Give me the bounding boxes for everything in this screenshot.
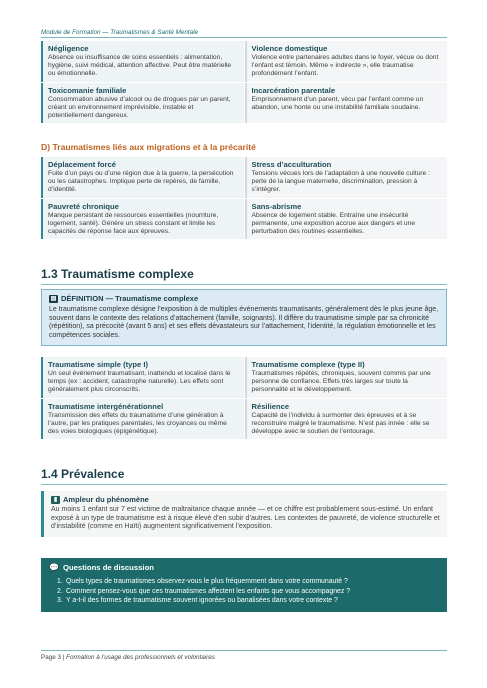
card-text: Manque persistant de ressources essentielles (nourriture, logement, santé). Génère un stress constant et limite les capacités de réponse face aux épreuves. <box>48 211 219 236</box>
card-resilience <box>245 399 448 440</box>
section-14-heading: 1.4 Prévalence <box>41 467 125 481</box>
question-number: 2. <box>57 587 63 595</box>
card-text: Un seul événement traumatisant, inattendu et localisé dans le temps (ex : accident, catastrophe naturelle). Les effets sont généralement plus circonscrits. <box>48 370 231 394</box>
question-item <box>49 577 439 587</box>
card-title: Violence domestique <box>251 44 328 53</box>
abuse-types-grid <box>41 41 447 123</box>
question-number: 1. <box>57 578 63 585</box>
card-violence-domestique <box>245 41 448 82</box>
question-text: Quels types de traumatismes observez-vous le plus fréquemment dans votre communauté ? <box>66 578 348 585</box>
card-pauvrete <box>41 199 244 240</box>
card-deplacement <box>41 157 244 198</box>
card-text: Violence entre partenaires adultes dans le foyer, vécue ou dont l’enfant est témoin. Même « indirecte », elle traumatise profondément l’enfant. <box>251 54 439 78</box>
footer-separator: | <box>62 654 65 661</box>
section-14-divider <box>41 484 447 485</box>
question-item <box>49 596 439 606</box>
card-text: Absence ou insuffisance de soins essentiels : alimentation, hygiène, suivi médical, attention affective. Peut être matérielle ou émotionnelle. <box>48 54 232 78</box>
section-13-heading: 1.3 Traumatisme complexe <box>41 267 194 281</box>
card-text: Capacité de l’individu à surmonter des épreuves et à se reconstruire malgré le traumatisme. N’est pas innée : elle se développe avec le soutien de l’entourage. <box>251 411 430 436</box>
chart-icon: ▮ <box>51 496 60 504</box>
card-title: Traumatisme intergénérationnel <box>48 401 164 411</box>
card-title: Traumatisme simple (type I) <box>48 360 149 369</box>
questions-title: Questions de discussion <box>62 563 154 572</box>
card-incarceration <box>245 83 448 124</box>
card-text: Tensions vécues lors de l’adaptation à une nouvelle culture : perte de la langue maternelle, discrimination, pression à s’intégrer. <box>251 170 430 194</box>
book-icon: ▤ <box>50 295 57 302</box>
definition-box <box>41 289 447 346</box>
card-title: Résilience <box>251 401 290 411</box>
card-acculturation <box>245 157 448 198</box>
card-toxicomanie <box>41 83 244 124</box>
questions-title-row <box>49 563 439 572</box>
card-text: Transmission des effets du traumatisme d’une génération à l’autre, par les pratiques parentales, les croyances ou même des voies biologiques (épigénétique). <box>48 411 227 436</box>
card-title: Stress d’acculturation <box>251 160 332 169</box>
card-text: Fuite d’un pays ou d’une région due à la guerre, la persécution ou les catastrophes. Implique perte de repères, de famille, d’identité. <box>48 170 234 194</box>
section-13-divider <box>41 284 447 285</box>
speech-bubble-icon: 💬 <box>49 563 59 572</box>
card-text: Consommation abusive d’alcool ou de drogues par un parent, créant un environnement imprévisible, instable et potentiellement dangereux. <box>48 95 231 120</box>
prevalence-box <box>41 491 447 537</box>
card-title: Traumatisme complexe (type II) <box>251 360 365 369</box>
discussion-questions-box <box>41 558 447 612</box>
footer-text: Formation à l’usage des professionnels et volontaires <box>66 654 215 661</box>
definition-text: Le traumatisme complexe désigne l’exposition à de multiples événements traumatisants, généralement dès le plus jeune âge, souvent dans le contexte des relations d’attachement (famille, soignants). Il diffère du traumatisme simple par sa chronicité (répétition), sa précocité (avant 5 ans) et ses effets dévastateurs sur l’attachement, l’identité, la régulation émotionnelle et les compétences sociales. <box>49 306 439 339</box>
page-footer <box>41 654 215 661</box>
card-title: Sans-abrisme <box>251 201 302 211</box>
card-trauma-simple <box>41 357 244 398</box>
prevalence-title: Ampleur du phénomène <box>63 495 149 504</box>
definition-title: DÉFINITION — Traumatisme complexe <box>61 294 199 303</box>
card-intergenerationnel <box>41 399 244 440</box>
card-text: Emprisonnement d’un parent, vécu par l’enfant comme un abandon, une honte ou une instabilité familiale soudaine. <box>251 95 424 111</box>
question-number: 3. <box>57 597 63 605</box>
footer-divider <box>41 650 447 651</box>
card-text: Traumatismes répétés, chroniques, souvent commis par une personne de confiance. Effets très larges sur toute la personnalité et le développement. <box>251 370 431 394</box>
card-sans-abrisme <box>245 199 448 240</box>
section-d-title: D) Traumatismes liés aux migrations et à la précarité <box>41 142 256 152</box>
card-title: Pauvreté chronique <box>48 201 119 211</box>
card-text: Absence de logement stable. Entraîne une insécurité permanente, une exposition accrue aux dangers et une perturbation des routines essentielles. <box>251 211 416 236</box>
card-title: Négligence <box>48 44 89 53</box>
card-title: Toxicomanie familiale <box>48 85 127 95</box>
card-title: Incarcération parentale <box>251 85 336 95</box>
question-item <box>49 587 439 597</box>
definition-title-row <box>49 294 439 303</box>
card-negligence <box>41 41 244 82</box>
prevalence-text: Au moins 1 enfant sur 7 est victime de maltraitance chaque année — et ce chiffre est probablement sous-estimé. Un enfant exposé à un type de traumatisme est à risque élevé d’en subir d’autres. Les contextes de pauvreté, de violence structurelle et d’instabilité (comme en Haïti) augmentent significativement l’exposition. <box>51 506 440 531</box>
question-text: Y a-t-il des formes de traumatisme souvent ignorées ou banalisées dans votre contexte ? <box>66 597 338 605</box>
header-divider <box>41 37 447 38</box>
prevalence-title-row <box>51 495 440 504</box>
question-text: Comment pensez-vous que ces traumatismes affectent les enfants que vous accompagnez ? <box>66 587 351 595</box>
migration-grid <box>41 157 447 239</box>
card-title: Déplacement forcé <box>48 160 116 169</box>
running-header: Module de Formation — Traumatismes & Santé Mentale <box>41 29 199 36</box>
complex-trauma-grid <box>41 357 447 439</box>
card-trauma-complexe <box>245 357 448 398</box>
page-number: Page 3 <box>41 654 61 661</box>
